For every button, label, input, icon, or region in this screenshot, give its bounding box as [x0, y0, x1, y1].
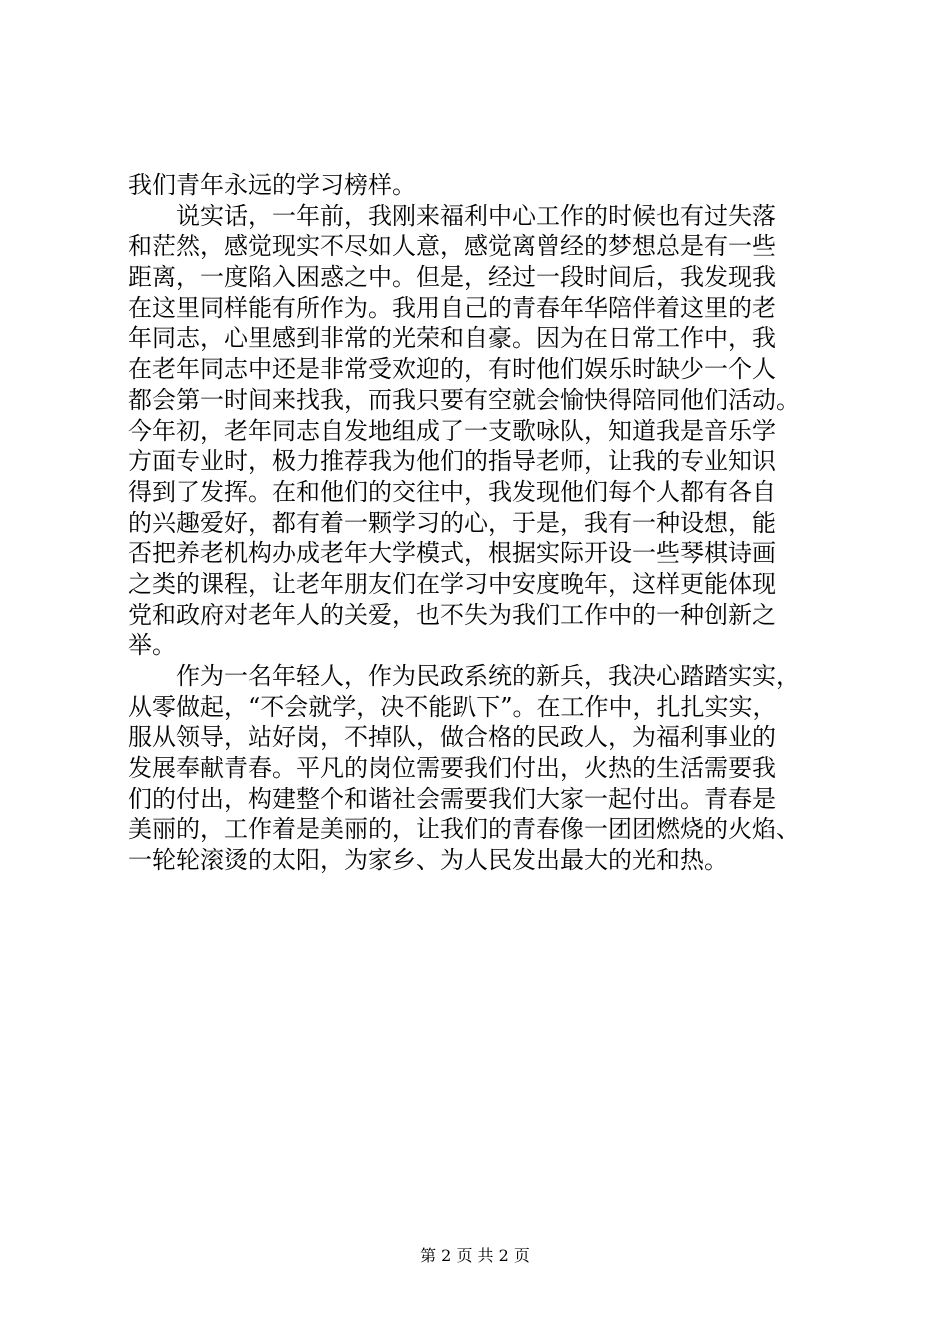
text-line: 距离，一度陷入困惑之中。但是，经过一段时间后，我发现我	[128, 263, 776, 292]
text-line: 在这里同样能有所作为。我用自己的青春年华陪伴着这里的老	[128, 293, 776, 322]
text-line: 说实话，一年前，我刚来福利中心工作的时候也有过失落	[128, 201, 776, 230]
text-line: 方面专业时，极力推荐我为他们的指导老师，让我的专业知识	[128, 447, 776, 476]
page-footer: 第 2 页 共 2 页	[420, 1246, 530, 1265]
text-line: 一轮轮滚烫的太阳，为家乡、为人民发出最大的光和热。	[128, 846, 728, 875]
text-line: 我们青年永远的学习榜样。	[128, 171, 416, 199]
text-line: 们的付出，构建整个和谐社会需要我们大家一起付出。青春是	[128, 784, 776, 813]
text-line: 从零做起，“不会就学，决不能趴下”。在工作中，扎扎实实，	[128, 692, 777, 721]
text-line: 都会第一时间来找我，而我只要有空就会愉快得陪同他们活动。	[128, 385, 800, 414]
text-line: 和茫然，感觉现实不尽如人意，感觉离曾经的梦想总是有一些	[128, 232, 776, 261]
text-line: 党和政府对老年人的关爱，也不失为我们工作中的一种创新之	[128, 600, 776, 629]
text-line: 举。	[128, 631, 176, 660]
text-line: 年同志，心里感到非常的光荣和自豪。因为在日常工作中，我	[128, 324, 776, 353]
text-line: 作为一名年轻人，作为民政系统的新兵，我决心踏踏实实，	[128, 662, 800, 690]
text-line: 得到了发挥。在和他们的交往中，我发现他们每个人都有各自	[128, 477, 776, 506]
text-line: 之类的课程，让老年朋友们在学习中安度晚年，这样更能体现	[128, 569, 776, 598]
text-line: 服从领导，站好岗，不掉队，做合格的民政人，为福利事业的	[128, 723, 776, 752]
text-line: 发展奉献青春。平凡的岗位需要我们付出，火热的生活需要我	[128, 754, 776, 783]
text-line: 美丽的，工作着是美丽的，让我们的青春像一团团燃烧的火焰、	[128, 815, 800, 844]
text-line: 在老年同志中还是非常受欢迎的，有时他们娱乐时缺少一个人	[128, 355, 776, 384]
document-body	[128, 170, 828, 876]
text-line: 的兴趣爱好，都有着一颗学习的心，于是，我有一种设想，能	[128, 508, 776, 537]
text-line: 今年初，老年同志自发地组成了一支歌咏队，知道我是音乐学	[128, 416, 776, 445]
text-line: 否把养老机构办成老年大学模式，根据实际开设一些琴棋诗画	[128, 539, 776, 568]
